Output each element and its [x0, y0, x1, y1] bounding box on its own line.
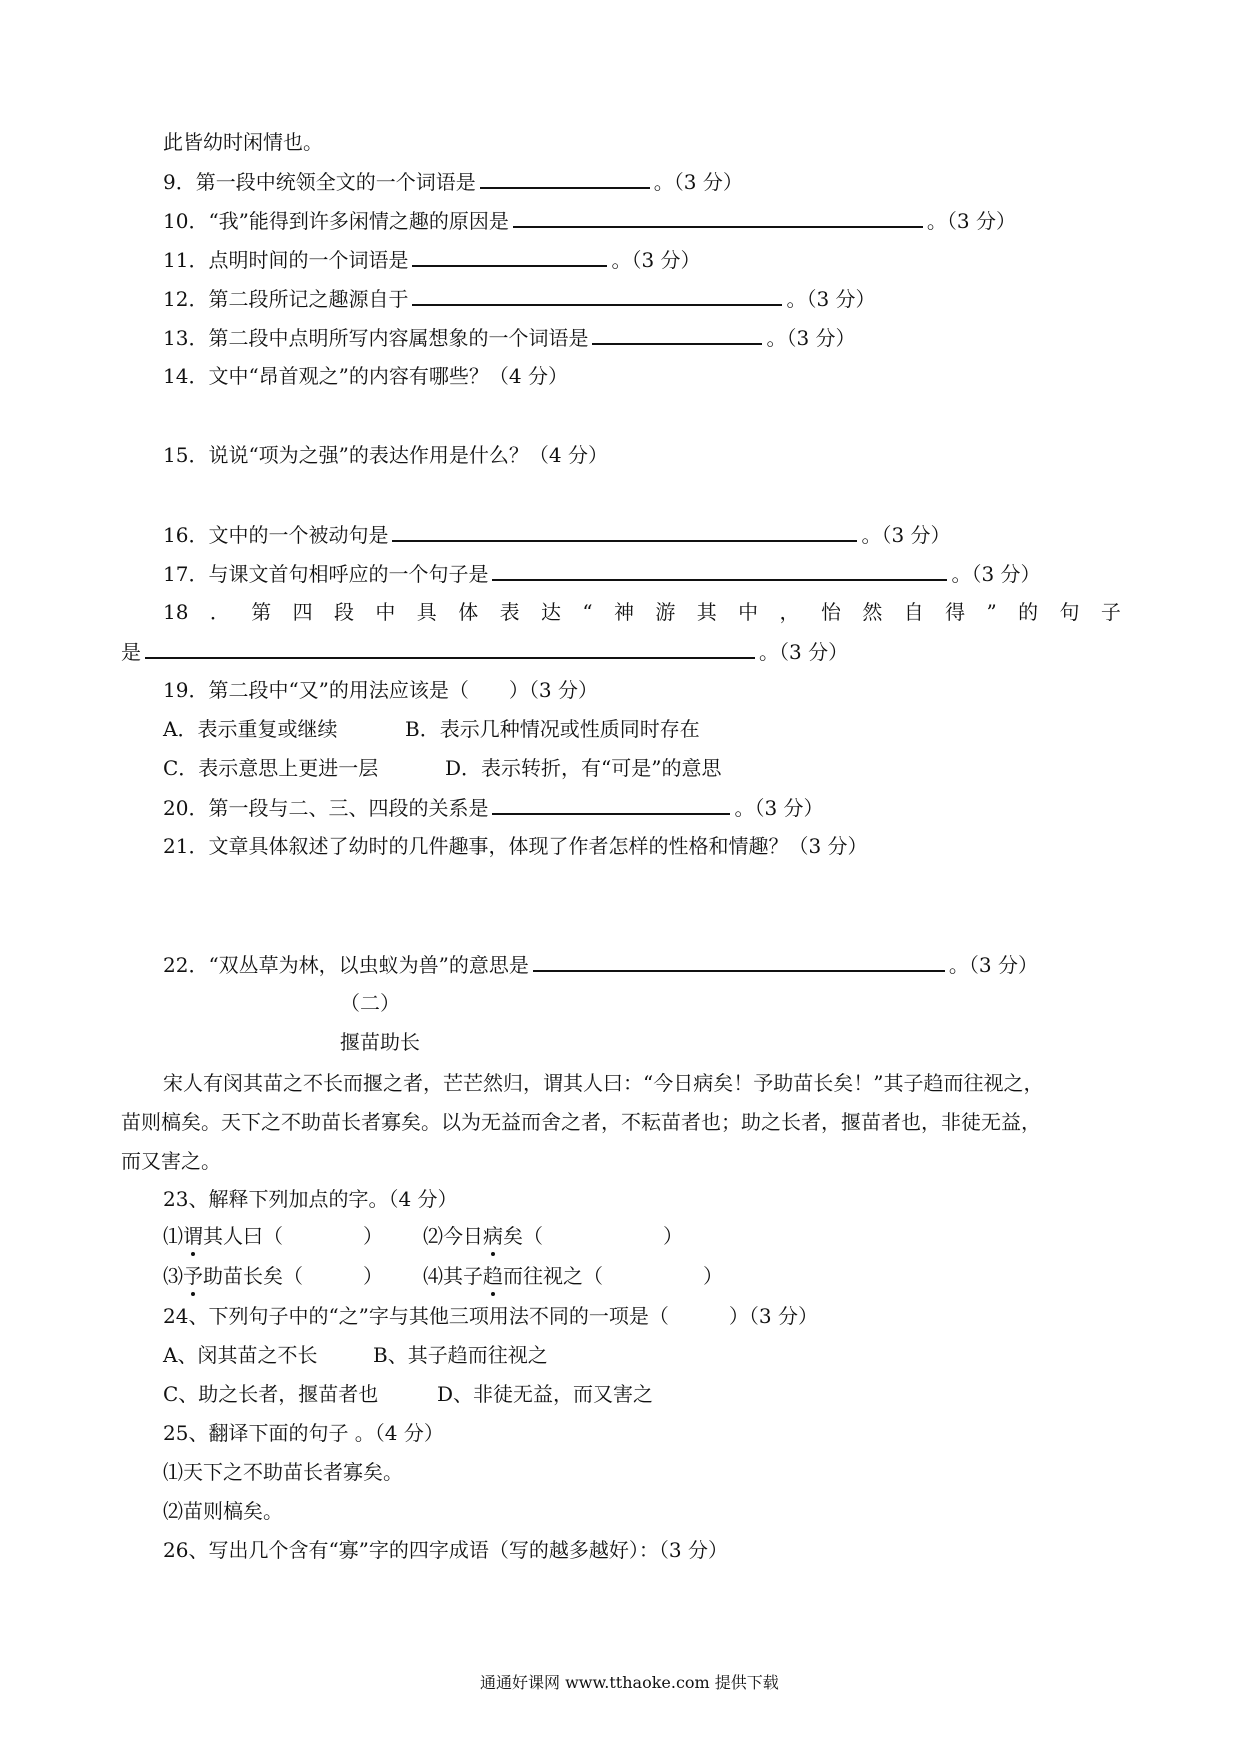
question-19: 19．第二段中“又”的用法应该是（ ）（3 分） — [163, 678, 598, 702]
question-text: 22．“双丛草为林，以虫蚁为兽”的意思是 — [163, 953, 529, 977]
q18-char: 游 — [655, 600, 676, 624]
score-note: 。（3 分） — [611, 248, 701, 272]
answer-blank[interactable] — [592, 323, 762, 345]
q23-item-2 — [423, 1222, 683, 1250]
q25-item-1: ⑴天下之不助苗长者寡矣。 — [163, 1460, 403, 1484]
question-21: 21．文章具体叙述了幼时的几件趣事，体现了作者怎样的性格和情趣？（3 分） — [163, 834, 868, 858]
score-note: 。（3 分） — [951, 562, 1041, 586]
option-a[interactable]: A．表示重复或继续 — [163, 717, 338, 741]
question-text: 12．第二段所记之趣源自于 — [163, 287, 409, 311]
question-22 — [163, 950, 1038, 979]
question-text: 11．点明时间的一个词语是 — [163, 248, 409, 272]
score-note: 。（3 分） — [759, 640, 849, 664]
question-18-answer — [121, 637, 848, 666]
dotted-char: 趋 — [483, 1264, 503, 1288]
answer-blank[interactable] — [145, 637, 755, 659]
question-text: 是 — [121, 640, 141, 664]
q18-char: 表 — [499, 600, 520, 624]
question-20 — [163, 793, 824, 822]
item-number: ⑴ — [163, 1224, 183, 1248]
option-c[interactable]: C．表示意思上更进一层 — [163, 756, 379, 780]
page-footer: 通通好课网 www.tthaoke.com 提供下载 — [480, 1673, 779, 1692]
question-15: 15．说说“项为之强”的表达作用是什么？（4 分） — [163, 443, 608, 467]
answer-blank[interactable] — [492, 793, 730, 815]
q18-char: 段 — [334, 600, 355, 624]
q18-char: 中 — [738, 600, 759, 624]
score-note: 。（3 分） — [861, 523, 951, 547]
answer-blank[interactable] — [392, 520, 857, 542]
score-note: 。（3 分） — [786, 287, 876, 311]
q18-char: ” — [986, 600, 997, 624]
question-26: 26、写出几个含有“寡”字的四字成语（写的越多越好）：（3 分） — [163, 1538, 728, 1562]
q18-char: 句 — [1059, 600, 1080, 624]
intro-line: 此皆幼时闲情也。 — [163, 130, 323, 154]
q18-char: ， — [779, 600, 800, 624]
question-24: 24、下列句子中的“之”字与其他三项用法不同的一项是（ ）（3 分） — [163, 1304, 818, 1328]
score-note: 。（3 分） — [766, 326, 856, 350]
question-text: 9．第一段中统领全文的一个词语是 — [163, 170, 476, 194]
q23-item-1 — [163, 1222, 383, 1250]
q18-char: 自 — [903, 600, 924, 624]
q18-char: “ — [582, 600, 593, 624]
dotted-char: 谓 — [183, 1224, 203, 1248]
passage-line-2: 苗则槁矣。天下之不助苗长者寡矣。以为无益而舍之者，不耘苗者也；助之长者，揠苗者也，非徒无益， — [121, 1110, 1041, 1134]
question-17 — [163, 559, 1041, 588]
q18-char: 具 — [416, 600, 437, 624]
score-note: 。（3 分） — [948, 953, 1038, 977]
q25-item-2: ⑵苗则槁矣。 — [163, 1499, 283, 1523]
question-text: 10．“我”能得到许多闲情之趣的原因是 — [163, 209, 509, 233]
question-18-header — [163, 598, 1121, 626]
q18-char: 达 — [540, 600, 561, 624]
q23-item-3 — [163, 1262, 383, 1290]
passage-line-1: 宋人有闵其苗之不长而揠之者，芒芒然归，谓其人曰：“今日病矣！予助苗长矣！”其子趋而往视之， — [163, 1071, 1044, 1095]
option-c[interactable]: C、助之长者，揠苗者也 — [163, 1382, 379, 1406]
q18-char: 得 — [945, 600, 966, 624]
question-12 — [163, 284, 876, 313]
score-note: 。（3 分） — [734, 796, 824, 820]
option-a[interactable]: A、闵其苗之不长 — [163, 1343, 318, 1367]
section-number: （二） — [340, 991, 400, 1015]
answer-blank[interactable] — [412, 284, 782, 306]
option-d[interactable]: D、非徒无益，而又害之 — [437, 1382, 654, 1406]
question-14: 14．文中“昂首观之”的内容有哪些？（4 分） — [163, 364, 568, 388]
q18-char: 子 — [1100, 600, 1121, 624]
question-23: 23、解释下列加点的字。（4 分） — [163, 1187, 458, 1211]
question-10 — [163, 206, 1016, 235]
item-number: ⑶ — [163, 1264, 183, 1288]
answer-blank[interactable] — [533, 950, 945, 972]
passage-line-3: 而又害之。 — [121, 1149, 221, 1173]
item-number: ⑷其子 — [423, 1264, 483, 1288]
answer-blank[interactable] — [513, 206, 923, 228]
q18-char: 中 — [375, 600, 396, 624]
question-25: 25、翻译下面的句子 。（4 分） — [163, 1421, 444, 1445]
answer-blank[interactable] — [412, 245, 607, 267]
q23-item-4 — [423, 1262, 723, 1290]
item-text[interactable]: 其人曰（ ） — [203, 1224, 383, 1248]
question-11 — [163, 245, 701, 274]
dotted-char: 予 — [183, 1264, 203, 1288]
question-text: 16．文中的一个被动句是 — [163, 523, 389, 547]
item-text[interactable]: 而往视之（ ） — [503, 1264, 723, 1288]
passage-title: 揠苗助长 — [340, 1030, 420, 1054]
q18-char: 体 — [458, 600, 479, 624]
q18-char: 怡 — [820, 600, 841, 624]
question-13 — [163, 323, 856, 352]
option-b[interactable]: B．表示几种情况或性质同时存在 — [405, 717, 700, 741]
question-text: 17．与课文首句相呼应的一个句子是 — [163, 562, 489, 586]
answer-blank[interactable] — [492, 559, 947, 581]
question-text: 20．第一段与二、三、四段的关系是 — [163, 796, 489, 820]
option-d[interactable]: D．表示转折，有“可是”的意思 — [445, 756, 722, 780]
q18-char: 的 — [1018, 600, 1039, 624]
question-16 — [163, 520, 951, 549]
score-note: 。（3 分） — [926, 209, 1016, 233]
question-9 — [163, 167, 743, 196]
q18-char: 第 — [251, 600, 272, 624]
item-text[interactable]: 矣（ ） — [503, 1224, 683, 1248]
q18-char: ． — [209, 600, 230, 624]
item-number: ⑵今日 — [423, 1224, 483, 1248]
dotted-char: 病 — [483, 1224, 503, 1248]
item-text[interactable]: 助苗长矣（ ） — [203, 1264, 383, 1288]
q18-char: 18 — [163, 600, 189, 624]
score-note: 。（3 分） — [653, 170, 743, 194]
q18-char: 然 — [862, 600, 883, 624]
answer-blank[interactable] — [480, 167, 650, 189]
question-text: 13．第二段中点明所写内容属想象的一个词语是 — [163, 326, 589, 350]
q18-char: 神 — [613, 600, 634, 624]
q18-char: 四 — [292, 600, 313, 624]
option-b[interactable]: B、其子趋而往视之 — [373, 1343, 548, 1367]
q18-char: 其 — [696, 600, 717, 624]
